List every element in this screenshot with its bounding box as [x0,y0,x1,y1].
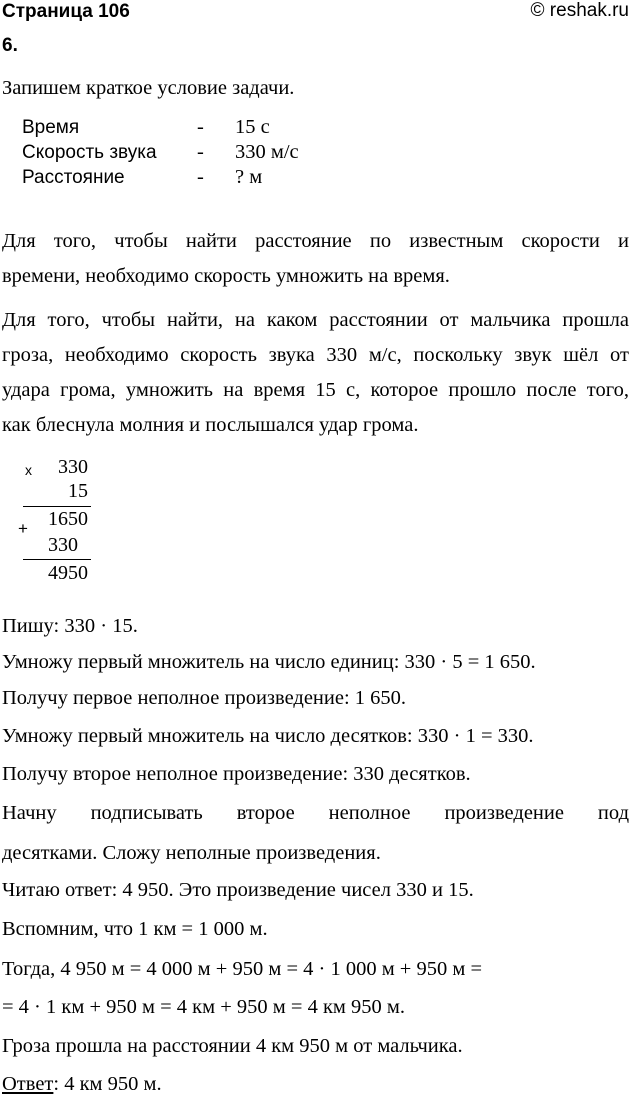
cond-label: Скорость звука [22,142,157,163]
page-title: Страница 106 [2,1,130,22]
step: Читаю ответ: 4 950. Это произведение чисел 330 и 15. [2,879,474,901]
condition-row [22,165,299,190]
cond-dash: - [197,116,204,138]
cond-value: 330 м/с [235,141,299,163]
paragraph-line: удара грома, умножить на время 15 с, которое прошло после того, [2,379,629,401]
paragraph-line: гроза, необходимо скорость звука 330 м/с, поскольку звук шёл от [2,344,629,366]
cond-value: 15 с [235,116,270,138]
product: 4950 [48,562,88,584]
step: = 4 · 1 км + 950 м = 4 км + 950 м = 4 км 950 м. [2,996,405,1018]
step: Получу второе неполное произведение: 330 десятков. [2,763,471,785]
cond-label: Время [22,117,80,138]
step: Пишу: 330 · 15. [2,615,138,637]
cond-value: ? м [235,166,263,188]
task-number: 6. [2,35,18,56]
factor-a: 330 [58,456,88,478]
paragraph-line: Начну подписывать второе неполное произведение под [2,802,629,824]
partial-1: 1650 [48,508,88,530]
answer-label: Ответ [2,1073,54,1095]
factor-b: 15 [68,480,88,502]
step: Умножу первый множитель на число единиц: 330 · 5 = 1 650. [2,651,536,673]
step: Вспомним, что 1 км = 1 000 м. [2,918,268,940]
answer-value: : 4 км 950 м. [53,1073,162,1095]
times-sign: x [25,462,32,478]
plus-sign: + [18,519,28,538]
step: Умножу первый множитель на число десятков: 330 · 1 = 330. [2,725,534,747]
line [23,559,91,560]
condition-row [22,140,299,165]
paragraph-line: времени, необходимо скорость умножить на время. [2,265,450,287]
cond-dash: - [197,166,204,188]
paragraph-line: Для того, чтобы найти расстояние по известным скорости и [2,230,629,252]
answer [2,1072,162,1096]
step: Получу первое неполное произведение: 1 650. [2,687,407,709]
condition-row [22,115,299,140]
cond-label: Расстояние [22,167,125,188]
paragraph-line: десятками. Сложу неполные произведения. [2,842,381,864]
step: Гроза прошла на расстоянии 4 км 950 м от мальчика. [2,1035,463,1057]
copyright: © reshak.ru [530,0,629,21]
intro: Запишем краткое условие задачи. [2,77,295,99]
paragraph-line: Для того, чтобы найти, на каком расстоянии от мальчика прошла [2,309,629,331]
condition-table [22,115,299,190]
cond-dash: - [197,141,204,163]
paragraph-line: как блеснула молния и послышался удар грома. [2,414,419,436]
partial-2: 330 [48,534,78,556]
step: Тогда, 4 950 м = 4 000 м + 950 м = 4 · 1 000 м + 950 м = [2,958,483,980]
